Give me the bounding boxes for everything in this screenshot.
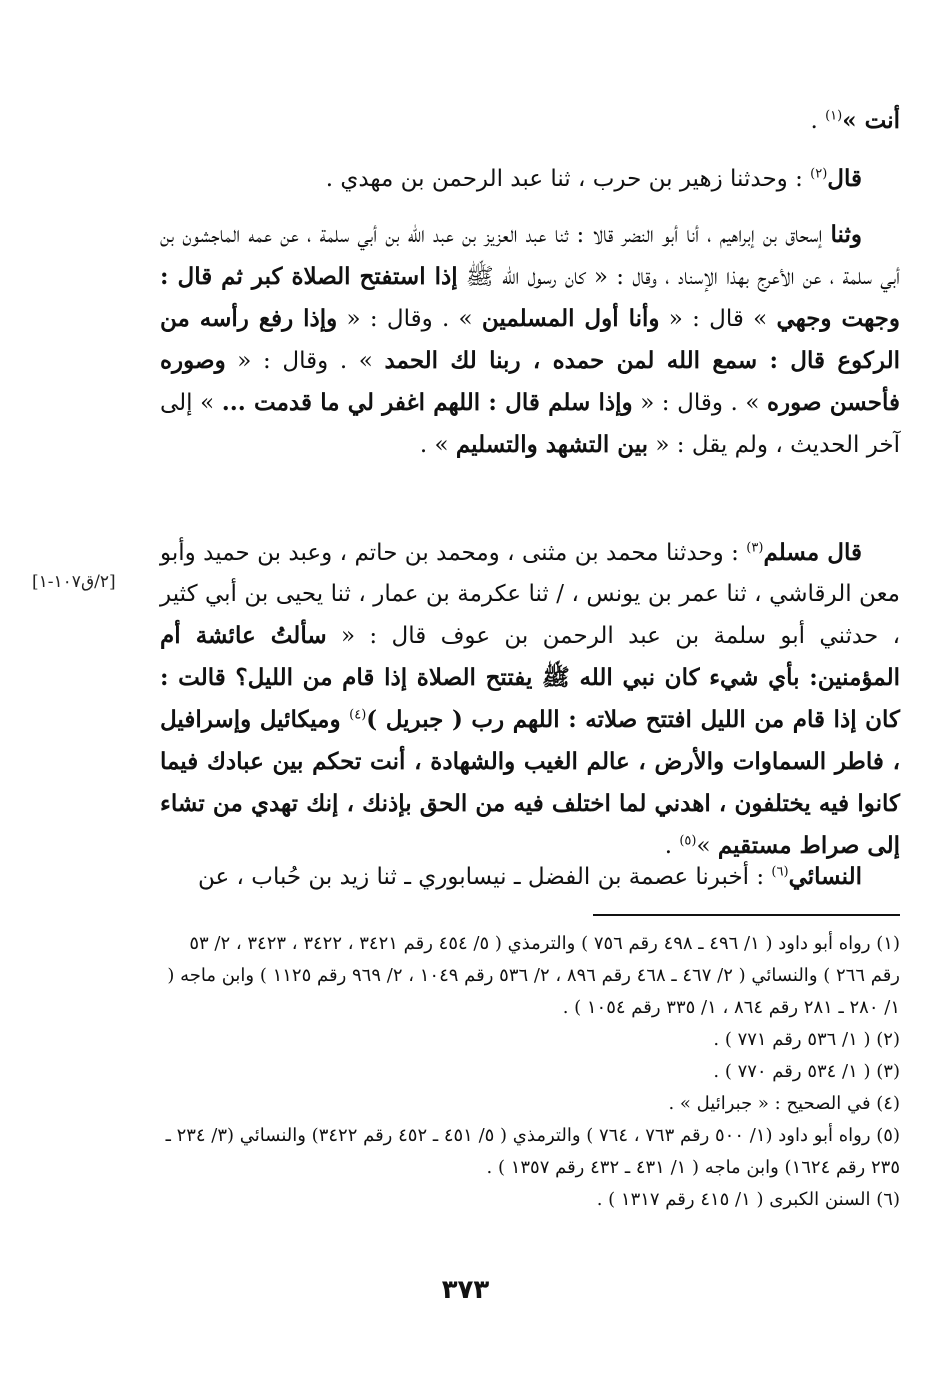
hadith-bold-1: إذا استفتح الصلاة كبر ثم قال : وجهت وجهي [160, 263, 901, 332]
footnote-ref-6[interactable]: (٦) [771, 864, 789, 880]
footnote-separator [593, 914, 900, 916]
paragraph-4-text-3: . [664, 833, 680, 859]
paragraph-3-text-6: » إلى آخر الحديث ، ولم يقل : « [160, 390, 900, 458]
footnote-6: (٦) السنن الكبرى ( ١/ ٤١٥ رقم ١٣١٧ ) . [596, 1189, 900, 1210]
paragraph-3-text-1: إسحاق بن إبراهيم ، أنا أبو النضر قالا : ثنا عبد العزيز بن عبد الله بن أبي سلمة ، عن عمه الماجشون بن أبي سلمة ، عن الأعرج بهذا الإسناد ، وقال : « كان رسول الله ﷺ [160, 222, 900, 290]
paragraph-5-lead: النسائي [788, 863, 862, 890]
footnote-2: (٢) ( ١/ ٥٣٦ رقم ٧٧١ ) . [713, 1029, 900, 1050]
paragraph-3-lead: وثنا [830, 221, 862, 248]
hadith-bold-2: وأنا أول المسلمين [481, 305, 660, 332]
hadith-bold-6: بين التشهد والتسليم [455, 431, 649, 458]
paragraph-4-text-2: » [696, 833, 718, 859]
paragraph-1-text: . [810, 108, 826, 134]
page-number: ٣٧٣ [441, 1275, 490, 1305]
paragraph-2 [160, 158, 900, 200]
paragraph-4-text-1: : وحدثنا محمد بن مثنى ، ومحمد بن حاتم ، وعبد بن حميد وأبو معن الرقاشي ، ثنا عمر بن يونس ، / ثنا عكرمة بن عمار ، ثنا يحيى بن أبي كثير ، حدثني أبو سلمة بن عبد الرحمن بن عوف قال : « [160, 540, 901, 649]
footnote-ref-2[interactable]: (٢) [810, 166, 828, 182]
paragraph-4-lead: قال مسلم [763, 539, 863, 566]
hadith-bold-7: سألتُ عائشة أم المؤمنين: بأي شيء كان نبي الله ﷺ يفتتح الصلاة إذا قام من الليل؟ قالت : كان إذا قام من الليل افتتح صلاته : اللهم رب ( جبريل ) [160, 622, 900, 733]
paragraph-5-text: : أخبرنا عصمة بن الفضل ـ نيسابوري ـ ثنا زيد بن حُباب ، عن [198, 864, 772, 890]
hadith-bold-4: وصوره فأحسن صوره [160, 347, 901, 416]
paragraph-4 [160, 532, 900, 867]
paragraph-3-text-7: » . [419, 432, 456, 458]
footnote-ref-4[interactable]: (٤) [349, 707, 367, 723]
footnotes [160, 928, 900, 1216]
footnote-4: (٤) في الصحيح : « جبرائيل » . [668, 1093, 900, 1114]
paragraph-3-text-5: » . وقال : « [632, 390, 767, 416]
paragraph-3-text-2: » قال : « [659, 306, 777, 332]
footnote-ref-1[interactable]: (١) [825, 108, 843, 124]
paragraph-1 [160, 100, 900, 142]
hadith-bold-5: وإذا سلم قال : اللهم اغفر لي ما قدمت ... [221, 389, 633, 416]
hadith-bold-8: وميكائيل وإسرافيل ، فاطر السماوات والأرض ، عالم الغيب والشهادة ، أنت تحكم بين عبادك فيما كانوا فيه يختلفون ، اهدني لما اختلف فيه من الحق بإذنك ، إنك تهدي من تشاء إلى صراط مستقيم [160, 706, 900, 859]
footnote-1: (١) رواه أبو داود ( ١/ ٤٩٦ ـ ٤٩٨ رقم ٧٥٦ ) والترمذي ( ٥/ ٤٥٤ رقم ٣٤٢١ ، ٣٤٢٢ ، ٣٤٢٣ ، ٢/ ٥٣ رقم ٢٦٦ ) والنسائي ( ٢/ ٤٦٧ ـ ٤٦٨ رقم ٨٩٦ ، ٢/ ٥٣٦ رقم ١٠٤٩ ، ٢/ ٩٦٩ رقم ١١٢٥ ) وابن ماجه ( ١/ ٢٨٠ ـ ٢٨١ رقم ٨٦٤ ، ١/ ٣٣٥ رقم ١٠٥٤ ) . [167, 933, 900, 1018]
hadith-bold-3: وإذا رفع رأسه من الركوع قال : سمع الله لمن حمده ، ربنا لك الحمد [160, 305, 900, 374]
manuscript-folio-reference: [٢/ق١٠٧-١] [32, 572, 116, 592]
footnote-3: (٣) ( ١/ ٥٣٤ رقم ٧٧٠ ) . [713, 1061, 900, 1082]
paragraph-1-lead: أنت » [842, 107, 900, 134]
paragraph-3-text-4: » . وقال : « [225, 348, 385, 374]
paragraph-3-text-3: » . وقال : « [337, 306, 482, 332]
paragraph-3 [160, 214, 900, 466]
paragraph-5 [160, 856, 900, 898]
footnote-ref-3[interactable]: (٣) [746, 540, 764, 556]
paragraph-2-text: : وحدثنا زهير بن حرب ، ثنا عبد الرحمن بن مهدي . [325, 166, 811, 192]
footnote-5: (٥) رواه أبو داود (١/ ٥٠٠ رقم ٧٦٣ ، ٧٦٤ ) والترمذي ( ٥/ ٤٥١ ـ ٤٥٢ رقم ٣٤٢٢) والنسائي (٣/ ٢٣٤ ـ ٢٣٥ رقم ١٦٢٤) وابن ماجه ( ١/ ٤٣١ ـ ٤٣٢ رقم ١٣٥٧ ) . [165, 1125, 900, 1178]
paragraph-2-lead: قال [827, 165, 862, 192]
footnote-ref-5[interactable]: (٥) [679, 833, 697, 849]
